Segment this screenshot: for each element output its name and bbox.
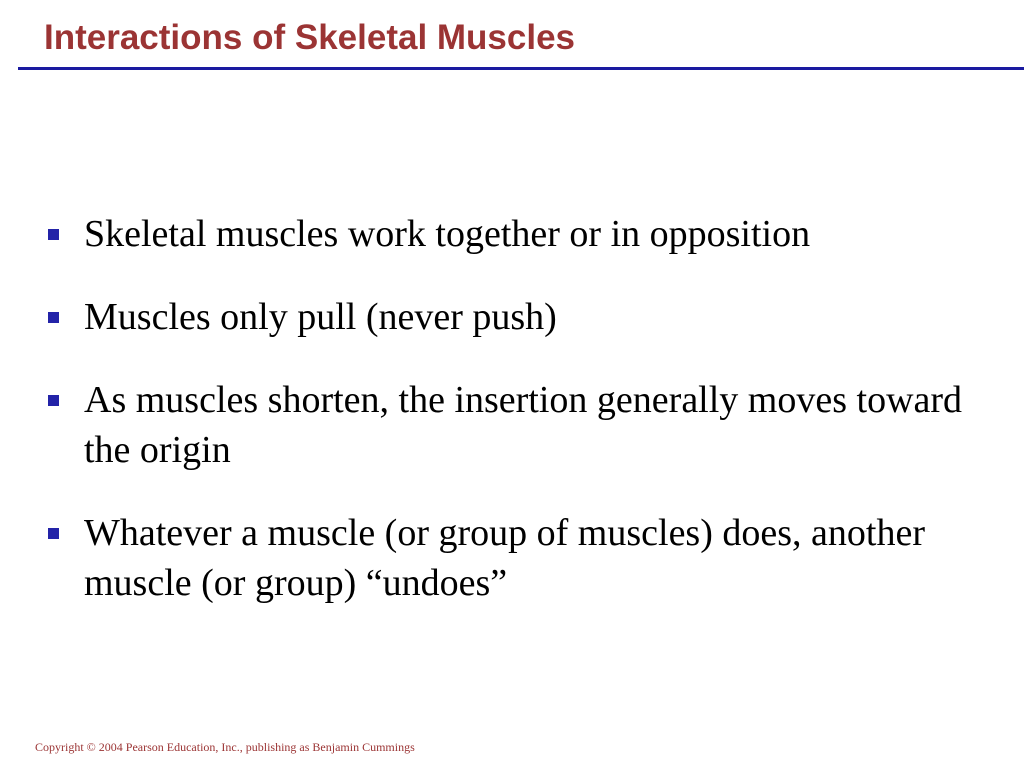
bullet-text: Skeletal muscles work together or in opposition [84,213,811,255]
bullet-list [44,209,984,641]
copyright-footer: Copyright © 2004 Pearson Education, Inc., publishing as Benjamin Cummings [35,740,415,754]
bullet-item [44,508,984,608]
title-divider [18,67,1024,70]
bullet-text: As muscles shorten, the insertion generally moves toward the origin [84,379,963,471]
bullet-text: Whatever a muscle (or group of muscles) does, another muscle (or group) “undoes” [84,512,925,604]
square-bullet-icon [48,312,59,323]
square-bullet-icon [48,229,59,240]
square-bullet-icon [48,395,59,406]
square-bullet-icon [48,528,59,539]
slide-title: Interactions of Skeletal Muscles [44,18,576,57]
bullet-item [44,375,984,475]
bullet-item [44,292,984,342]
bullet-item [44,209,984,259]
bullet-text: Muscles only pull (never push) [84,296,557,338]
